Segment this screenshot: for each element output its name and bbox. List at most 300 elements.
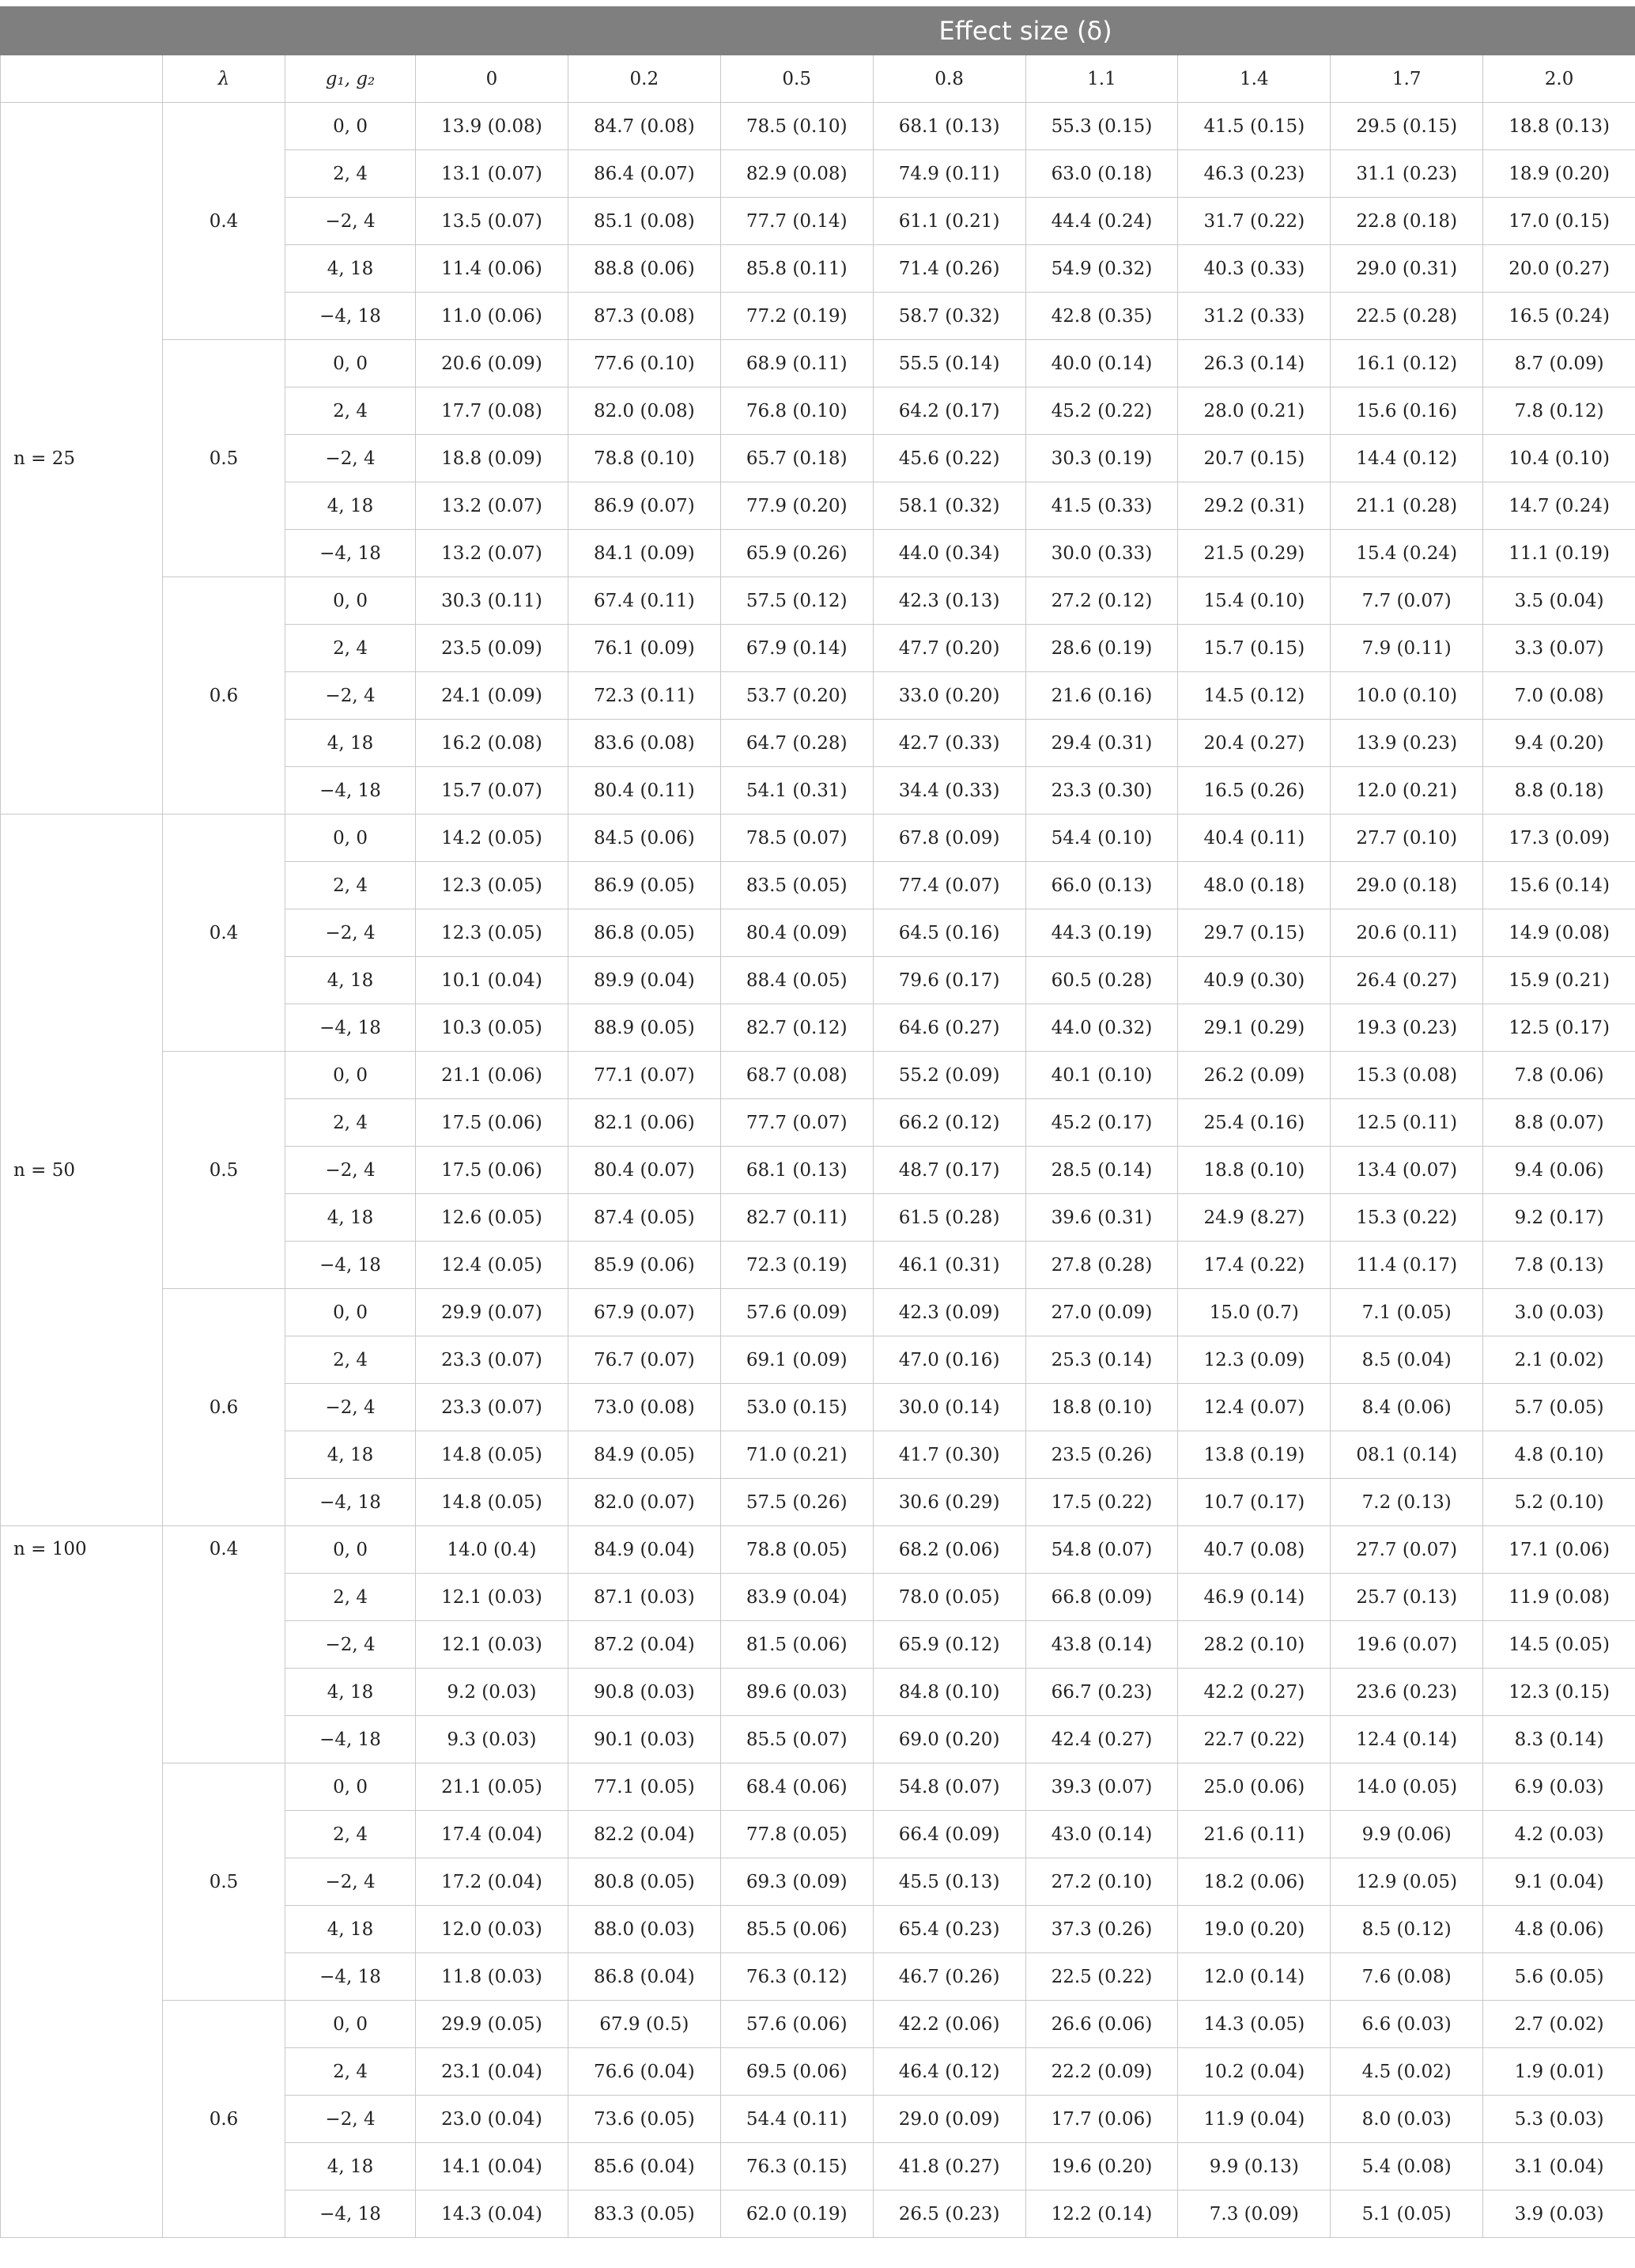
value-cell: 69.1 (0.09) xyxy=(720,1336,873,1384)
value-cell: 31.1 (0.23) xyxy=(1331,150,1483,198)
g-values-cell: 0, 0 xyxy=(285,1763,416,1811)
value-cell: 44.0 (0.34) xyxy=(873,530,1025,577)
value-cell: 20.6 (0.09) xyxy=(416,340,568,387)
value-cell: 08.1 (0.14) xyxy=(1331,1431,1483,1479)
value-cell: 46.1 (0.31) xyxy=(873,1242,1025,1289)
value-cell: 28.6 (0.19) xyxy=(1025,625,1178,672)
value-cell: 15.7 (0.15) xyxy=(1178,625,1331,672)
value-cell: 6.9 (0.03) xyxy=(1483,1763,1635,1811)
value-cell: 14.8 (0.05) xyxy=(416,1431,568,1479)
value-cell: 64.2 (0.17) xyxy=(873,387,1025,435)
value-cell: 12.0 (0.14) xyxy=(1178,1953,1331,2001)
value-cell: 53.7 (0.20) xyxy=(720,672,873,720)
value-cell: 55.5 (0.14) xyxy=(873,340,1025,387)
lambda-cell: 0.6 xyxy=(163,577,285,815)
value-cell: 42.4 (0.27) xyxy=(1025,1716,1178,1763)
value-cell: 5.4 (0.08) xyxy=(1331,2143,1483,2191)
value-cell: 40.4 (0.11) xyxy=(1178,815,1331,862)
value-cell: 5.1 (0.05) xyxy=(1331,2191,1483,2238)
n-header-cell xyxy=(1,55,163,103)
g-values-cell: −2, 4 xyxy=(285,1621,416,1669)
value-cell: 5.6 (0.05) xyxy=(1483,1953,1635,2001)
lambda-cell: 0.5 xyxy=(163,340,285,577)
effect-size-column-header: 1.7 xyxy=(1331,55,1483,103)
value-cell: 68.2 (0.06) xyxy=(873,1526,1025,1574)
value-cell: 9.2 (0.17) xyxy=(1483,1194,1635,1242)
g-values-cell: 4, 18 xyxy=(285,1906,416,1953)
value-cell: 72.3 (0.19) xyxy=(720,1242,873,1289)
value-cell: 10.7 (0.17) xyxy=(1178,1479,1331,1526)
g-values-cell: −2, 4 xyxy=(285,198,416,245)
value-cell: 76.6 (0.04) xyxy=(568,2048,720,2096)
value-cell: 66.2 (0.12) xyxy=(873,1099,1025,1147)
value-cell: 40.0 (0.14) xyxy=(1025,340,1178,387)
value-cell: 12.4 (0.07) xyxy=(1178,1384,1331,1431)
value-cell: 84.8 (0.10) xyxy=(873,1669,1025,1716)
value-cell: 15.4 (0.10) xyxy=(1178,577,1331,625)
value-cell: 4.8 (0.06) xyxy=(1483,1906,1635,1953)
value-cell: 65.4 (0.23) xyxy=(873,1906,1025,1953)
lambda-cell: 0.6 xyxy=(163,2001,285,2238)
value-cell: 71.0 (0.21) xyxy=(720,1431,873,1479)
value-cell: 82.2 (0.04) xyxy=(568,1811,720,1858)
value-cell: 76.1 (0.09) xyxy=(568,625,720,672)
value-cell: 14.5 (0.05) xyxy=(1483,1621,1635,1669)
value-cell: 54.4 (0.10) xyxy=(1025,815,1178,862)
g-values-cell: 4, 18 xyxy=(285,1669,416,1716)
value-cell: 22.2 (0.09) xyxy=(1025,2048,1178,2096)
value-cell: 16.5 (0.26) xyxy=(1178,767,1331,815)
value-cell: 3.0 (0.03) xyxy=(1483,1289,1635,1336)
value-cell: 15.9 (0.21) xyxy=(1483,957,1635,1004)
value-cell: 12.4 (0.05) xyxy=(416,1242,568,1289)
value-cell: 11.4 (0.17) xyxy=(1331,1242,1483,1289)
header-top-row xyxy=(1,7,1635,55)
value-cell: 46.7 (0.26) xyxy=(873,1953,1025,2001)
value-cell: 28.5 (0.14) xyxy=(1025,1147,1178,1194)
value-cell: 69.0 (0.20) xyxy=(873,1716,1025,1763)
value-cell: 54.4 (0.11) xyxy=(720,2096,873,2143)
value-cell: 46.9 (0.14) xyxy=(1178,1574,1331,1621)
g-values-cell: −4, 18 xyxy=(285,1242,416,1289)
value-cell: 19.6 (0.07) xyxy=(1331,1621,1483,1669)
value-cell: 16.1 (0.12) xyxy=(1331,340,1483,387)
value-cell: 12.3 (0.05) xyxy=(416,909,568,957)
value-cell: 9.4 (0.20) xyxy=(1483,720,1635,767)
value-cell: 85.8 (0.11) xyxy=(720,245,873,293)
g-values-cell: −4, 18 xyxy=(285,1479,416,1526)
value-cell: 22.7 (0.22) xyxy=(1178,1716,1331,1763)
value-cell: 19.3 (0.23) xyxy=(1331,1004,1483,1052)
value-cell: 28.2 (0.10) xyxy=(1178,1621,1331,1669)
value-cell: 15.3 (0.08) xyxy=(1331,1052,1483,1099)
g-values-cell: −4, 18 xyxy=(285,1953,416,2001)
value-cell: 19.0 (0.20) xyxy=(1178,1906,1331,1953)
value-cell: 14.3 (0.05) xyxy=(1178,2001,1331,2048)
value-cell: 23.5 (0.09) xyxy=(416,625,568,672)
value-cell: 84.9 (0.04) xyxy=(568,1526,720,1574)
value-cell: 42.3 (0.13) xyxy=(873,577,1025,625)
value-cell: 40.3 (0.33) xyxy=(1178,245,1331,293)
value-cell: 83.5 (0.05) xyxy=(720,862,873,909)
value-cell: 17.7 (0.06) xyxy=(1025,2096,1178,2143)
value-cell: 18.9 (0.20) xyxy=(1483,150,1635,198)
value-cell: 73.6 (0.05) xyxy=(568,2096,720,2143)
g-values-cell: 2, 4 xyxy=(285,387,416,435)
g-values-cell: 0, 0 xyxy=(285,103,416,150)
value-cell: 25.0 (0.06) xyxy=(1178,1763,1331,1811)
value-cell: 30.6 (0.29) xyxy=(873,1479,1025,1526)
value-cell: 41.7 (0.30) xyxy=(873,1431,1025,1479)
value-cell: 26.3 (0.14) xyxy=(1178,340,1331,387)
value-cell: 7.2 (0.13) xyxy=(1331,1479,1483,1526)
value-cell: 29.5 (0.15) xyxy=(1331,103,1483,150)
value-cell: 9.9 (0.13) xyxy=(1178,2143,1331,2191)
value-cell: 77.8 (0.05) xyxy=(720,1811,873,1858)
lambda-header: λ xyxy=(163,55,285,103)
effect-size-column-header: 0.8 xyxy=(873,55,1025,103)
g-values-cell: 0, 0 xyxy=(285,340,416,387)
value-cell: 46.4 (0.12) xyxy=(873,2048,1025,2096)
value-cell: 11.0 (0.06) xyxy=(416,293,568,340)
value-cell: 29.9 (0.05) xyxy=(416,2001,568,2048)
g-values-cell: −2, 4 xyxy=(285,1858,416,1906)
value-cell: 77.7 (0.07) xyxy=(720,1099,873,1147)
g-values-cell: 2, 4 xyxy=(285,1099,416,1147)
value-cell: 20.0 (0.27) xyxy=(1483,245,1635,293)
value-cell: 12.1 (0.03) xyxy=(416,1621,568,1669)
value-cell: 18.8 (0.10) xyxy=(1025,1384,1178,1431)
value-cell: 11.9 (0.08) xyxy=(1483,1574,1635,1621)
effect-size-column-header: 1.4 xyxy=(1178,55,1331,103)
value-cell: 29.0 (0.31) xyxy=(1331,245,1483,293)
value-cell: 23.0 (0.04) xyxy=(416,2096,568,2143)
value-cell: 23.3 (0.07) xyxy=(416,1336,568,1384)
value-cell: 21.1 (0.05) xyxy=(416,1763,568,1811)
value-cell: 55.3 (0.15) xyxy=(1025,103,1178,150)
value-cell: 9.3 (0.03) xyxy=(416,1716,568,1763)
value-cell: 90.8 (0.03) xyxy=(568,1669,720,1716)
g-values-cell: −2, 4 xyxy=(285,672,416,720)
value-cell: 7.8 (0.12) xyxy=(1483,387,1635,435)
g-values-cell: 4, 18 xyxy=(285,720,416,767)
value-cell: 66.7 (0.23) xyxy=(1025,1669,1178,1716)
header-blank-cell xyxy=(1,7,416,55)
value-cell: 19.6 (0.20) xyxy=(1025,2143,1178,2191)
value-cell: 12.3 (0.09) xyxy=(1178,1336,1331,1384)
g-values-cell: 0, 0 xyxy=(285,1052,416,1099)
value-cell: 80.8 (0.05) xyxy=(568,1858,720,1906)
g-values-cell: 0, 0 xyxy=(285,1526,416,1574)
value-cell: 14.0 (0.4) xyxy=(416,1526,568,1574)
effect-size-column-header: 2.0 xyxy=(1483,55,1635,103)
value-cell: 11.8 (0.03) xyxy=(416,1953,568,2001)
g-values-cell: −4, 18 xyxy=(285,2191,416,2238)
value-cell: 3.9 (0.03) xyxy=(1483,2191,1635,2238)
value-cell: 67.9 (0.07) xyxy=(568,1289,720,1336)
value-cell: 27.2 (0.10) xyxy=(1025,1858,1178,1906)
value-cell: 29.7 (0.15) xyxy=(1178,909,1331,957)
value-cell: 68.4 (0.06) xyxy=(720,1763,873,1811)
value-cell: 42.3 (0.09) xyxy=(873,1289,1025,1336)
value-cell: 72.3 (0.11) xyxy=(568,672,720,720)
value-cell: 13.4 (0.07) xyxy=(1331,1147,1483,1194)
value-cell: 43.0 (0.14) xyxy=(1025,1811,1178,1858)
value-cell: 7.7 (0.07) xyxy=(1331,577,1483,625)
value-cell: 42.2 (0.06) xyxy=(873,2001,1025,2048)
value-cell: 7.0 (0.08) xyxy=(1483,672,1635,720)
value-cell: 26.6 (0.06) xyxy=(1025,2001,1178,2048)
value-cell: 84.1 (0.09) xyxy=(568,530,720,577)
value-cell: 82.7 (0.12) xyxy=(720,1004,873,1052)
value-cell: 68.1 (0.13) xyxy=(873,103,1025,150)
effect-size-column-header: 0.5 xyxy=(720,55,873,103)
table-row xyxy=(1,1052,1635,1099)
value-cell: 45.5 (0.13) xyxy=(873,1858,1025,1906)
g-values-cell: 4, 18 xyxy=(285,1194,416,1242)
value-cell: 18.8 (0.13) xyxy=(1483,103,1635,150)
sample-size-cell: n = 50 xyxy=(1,815,163,1526)
value-cell: 13.9 (0.08) xyxy=(416,103,568,150)
value-cell: 26.5 (0.23) xyxy=(873,2191,1025,2238)
results-table xyxy=(0,6,1635,2238)
g-header: g₁, g₂ xyxy=(285,55,416,103)
value-cell: 37.3 (0.26) xyxy=(1025,1906,1178,1953)
value-cell: 22.5 (0.22) xyxy=(1025,1953,1178,2001)
value-cell: 58.1 (0.32) xyxy=(873,482,1025,530)
value-cell: 13.2 (0.07) xyxy=(416,530,568,577)
value-cell: 66.0 (0.13) xyxy=(1025,862,1178,909)
value-cell: 78.0 (0.05) xyxy=(873,1574,1025,1621)
value-cell: 29.0 (0.18) xyxy=(1331,862,1483,909)
value-cell: 18.8 (0.09) xyxy=(416,435,568,482)
value-cell: 13.5 (0.07) xyxy=(416,198,568,245)
value-cell: 43.8 (0.14) xyxy=(1025,1621,1178,1669)
value-cell: 8.4 (0.06) xyxy=(1331,1384,1483,1431)
value-cell: 31.2 (0.33) xyxy=(1178,293,1331,340)
value-cell: 77.4 (0.07) xyxy=(873,862,1025,909)
g-values-cell: 0, 0 xyxy=(285,577,416,625)
value-cell: 85.5 (0.07) xyxy=(720,1716,873,1763)
value-cell: 17.7 (0.08) xyxy=(416,387,568,435)
value-cell: 62.0 (0.19) xyxy=(720,2191,873,2238)
value-cell: 47.7 (0.20) xyxy=(873,625,1025,672)
value-cell: 42.7 (0.33) xyxy=(873,720,1025,767)
value-cell: 13.2 (0.07) xyxy=(416,482,568,530)
g-values-cell: 2, 4 xyxy=(285,150,416,198)
value-cell: 82.7 (0.11) xyxy=(720,1194,873,1242)
value-cell: 63.0 (0.18) xyxy=(1025,150,1178,198)
value-cell: 41.5 (0.15) xyxy=(1178,103,1331,150)
value-cell: 17.1 (0.06) xyxy=(1483,1526,1635,1574)
value-cell: 48.0 (0.18) xyxy=(1178,862,1331,909)
value-cell: 12.2 (0.14) xyxy=(1025,2191,1178,2238)
value-cell: 39.6 (0.31) xyxy=(1025,1194,1178,1242)
value-cell: 69.5 (0.06) xyxy=(720,2048,873,2096)
value-cell: 20.4 (0.27) xyxy=(1178,720,1331,767)
g-values-cell: 4, 18 xyxy=(285,1431,416,1479)
g-values-cell: −4, 18 xyxy=(285,1716,416,1763)
value-cell: 76.3 (0.15) xyxy=(720,2143,873,2191)
value-cell: 42.2 (0.27) xyxy=(1178,1669,1331,1716)
value-cell: 77.7 (0.14) xyxy=(720,198,873,245)
value-cell: 81.5 (0.06) xyxy=(720,1621,873,1669)
value-cell: 30.0 (0.14) xyxy=(873,1384,1025,1431)
g-values-cell: 2, 4 xyxy=(285,1336,416,1384)
value-cell: 64.7 (0.28) xyxy=(720,720,873,767)
value-cell: 10.3 (0.05) xyxy=(416,1004,568,1052)
value-cell: 44.3 (0.19) xyxy=(1025,909,1178,957)
value-cell: 5.2 (0.10) xyxy=(1483,1479,1635,1526)
value-cell: 88.4 (0.05) xyxy=(720,957,873,1004)
value-cell: 4.2 (0.03) xyxy=(1483,1811,1635,1858)
value-cell: 1.9 (0.01) xyxy=(1483,2048,1635,2096)
value-cell: 8.5 (0.12) xyxy=(1331,1906,1483,1953)
value-cell: 17.3 (0.09) xyxy=(1483,815,1635,862)
value-cell: 65.9 (0.26) xyxy=(720,530,873,577)
value-cell: 22.5 (0.28) xyxy=(1331,293,1483,340)
value-cell: 7.1 (0.05) xyxy=(1331,1289,1483,1336)
value-cell: 84.9 (0.05) xyxy=(568,1431,720,1479)
value-cell: 54.1 (0.31) xyxy=(720,767,873,815)
value-cell: 57.6 (0.06) xyxy=(720,2001,873,2048)
value-cell: 16.2 (0.08) xyxy=(416,720,568,767)
value-cell: 11.9 (0.04) xyxy=(1178,2096,1331,2143)
value-cell: 24.9 (8.27) xyxy=(1178,1194,1331,1242)
value-cell: 86.4 (0.07) xyxy=(568,150,720,198)
value-cell: 5.7 (0.05) xyxy=(1483,1384,1635,1431)
value-cell: 68.1 (0.13) xyxy=(720,1147,873,1194)
value-cell: 83.9 (0.04) xyxy=(720,1574,873,1621)
value-cell: 82.0 (0.07) xyxy=(568,1479,720,1526)
value-cell: 10.2 (0.04) xyxy=(1178,2048,1331,2096)
value-cell: 15.4 (0.24) xyxy=(1331,530,1483,577)
g-values-cell: −2, 4 xyxy=(285,1384,416,1431)
value-cell: 74.9 (0.11) xyxy=(873,150,1025,198)
value-cell: 39.3 (0.07) xyxy=(1025,1763,1178,1811)
value-cell: 20.6 (0.11) xyxy=(1331,909,1483,957)
value-cell: 61.1 (0.21) xyxy=(873,198,1025,245)
lambda-cell: 0.5 xyxy=(163,1763,285,2001)
value-cell: 3.3 (0.07) xyxy=(1483,625,1635,672)
value-cell: 9.9 (0.06) xyxy=(1331,1811,1483,1858)
value-cell: 58.7 (0.32) xyxy=(873,293,1025,340)
value-cell: 77.1 (0.07) xyxy=(568,1052,720,1099)
value-cell: 25.7 (0.13) xyxy=(1331,1574,1483,1621)
value-cell: 15.0 (0.7) xyxy=(1178,1289,1331,1336)
table-body xyxy=(1,103,1635,2238)
value-cell: 73.0 (0.08) xyxy=(568,1384,720,1431)
value-cell: 17.0 (0.15) xyxy=(1483,198,1635,245)
value-cell: 67.4 (0.11) xyxy=(568,577,720,625)
value-cell: 60.5 (0.28) xyxy=(1025,957,1178,1004)
value-cell: 83.3 (0.05) xyxy=(568,2191,720,2238)
value-cell: 80.4 (0.09) xyxy=(720,909,873,957)
g-values-cell: 2, 4 xyxy=(285,1574,416,1621)
value-cell: 10.4 (0.10) xyxy=(1483,435,1635,482)
g-values-cell: −4, 18 xyxy=(285,530,416,577)
g-values-cell: −4, 18 xyxy=(285,293,416,340)
value-cell: 27.2 (0.12) xyxy=(1025,577,1178,625)
value-cell: 8.8 (0.18) xyxy=(1483,767,1635,815)
value-cell: 82.9 (0.08) xyxy=(720,150,873,198)
lambda-cell: 0.4 xyxy=(163,1526,285,1763)
value-cell: 40.9 (0.30) xyxy=(1178,957,1331,1004)
value-cell: 12.5 (0.11) xyxy=(1331,1099,1483,1147)
sample-size-cell: n = 100 xyxy=(1,1526,163,2238)
value-cell: 47.0 (0.16) xyxy=(873,1336,1025,1384)
value-cell: 76.3 (0.12) xyxy=(720,1953,873,2001)
value-cell: 14.9 (0.08) xyxy=(1483,909,1635,957)
value-cell: 61.5 (0.28) xyxy=(873,1194,1025,1242)
value-cell: 21.1 (0.06) xyxy=(416,1052,568,1099)
lambda-cell: 0.4 xyxy=(163,103,285,340)
value-cell: 20.7 (0.15) xyxy=(1178,435,1331,482)
value-cell: 29.0 (0.09) xyxy=(873,2096,1025,2143)
g-values-cell: −2, 4 xyxy=(285,2096,416,2143)
value-cell: 80.4 (0.11) xyxy=(568,767,720,815)
value-cell: 69.3 (0.09) xyxy=(720,1858,873,1906)
value-cell: 21.6 (0.16) xyxy=(1025,672,1178,720)
value-cell: 11.1 (0.19) xyxy=(1483,530,1635,577)
value-cell: 12.3 (0.05) xyxy=(416,862,568,909)
value-cell: 14.2 (0.05) xyxy=(416,815,568,862)
value-cell: 82.0 (0.08) xyxy=(568,387,720,435)
value-cell: 40.1 (0.10) xyxy=(1025,1052,1178,1099)
lambda-cell: 0.6 xyxy=(163,1289,285,1526)
value-cell: 77.9 (0.20) xyxy=(720,482,873,530)
value-cell: 4.5 (0.02) xyxy=(1331,2048,1483,2096)
value-cell: 6.6 (0.03) xyxy=(1331,2001,1483,2048)
value-cell: 17.2 (0.04) xyxy=(416,1858,568,1906)
value-cell: 90.1 (0.03) xyxy=(568,1716,720,1763)
value-cell: 8.0 (0.03) xyxy=(1331,2096,1483,2143)
value-cell: 79.6 (0.17) xyxy=(873,957,1025,1004)
value-cell: 16.5 (0.24) xyxy=(1483,293,1635,340)
sample-size-cell: n = 25 xyxy=(1,103,163,815)
value-cell: 12.3 (0.15) xyxy=(1483,1669,1635,1716)
value-cell: 33.0 (0.20) xyxy=(873,672,1025,720)
value-cell: 17.4 (0.04) xyxy=(416,1811,568,1858)
value-cell: 12.6 (0.05) xyxy=(416,1194,568,1242)
value-cell: 41.8 (0.27) xyxy=(873,2143,1025,2191)
value-cell: 87.1 (0.03) xyxy=(568,1574,720,1621)
value-cell: 14.5 (0.12) xyxy=(1178,672,1331,720)
g-values-cell: 4, 18 xyxy=(285,957,416,1004)
value-cell: 27.7 (0.10) xyxy=(1331,815,1483,862)
value-cell: 87.2 (0.04) xyxy=(568,1621,720,1669)
effect-size-column-header: 0 xyxy=(416,55,568,103)
value-cell: 23.5 (0.26) xyxy=(1025,1431,1178,1479)
value-cell: 17.5 (0.06) xyxy=(416,1147,568,1194)
g-values-cell: −4, 18 xyxy=(285,767,416,815)
table-row xyxy=(1,2001,1635,2048)
value-cell: 27.0 (0.09) xyxy=(1025,1289,1178,1336)
value-cell: 5.3 (0.03) xyxy=(1483,2096,1635,2143)
value-cell: 68.7 (0.08) xyxy=(720,1052,873,1099)
value-cell: 26.2 (0.09) xyxy=(1178,1052,1331,1099)
value-cell: 8.5 (0.04) xyxy=(1331,1336,1483,1384)
value-cell: 76.7 (0.07) xyxy=(568,1336,720,1384)
value-cell: 29.9 (0.07) xyxy=(416,1289,568,1336)
value-cell: 76.8 (0.10) xyxy=(720,387,873,435)
g-values-cell: 2, 4 xyxy=(285,862,416,909)
value-cell: 21.1 (0.28) xyxy=(1331,482,1483,530)
g-values-cell: 2, 4 xyxy=(285,2048,416,2096)
value-cell: 78.5 (0.07) xyxy=(720,815,873,862)
value-cell: 25.3 (0.14) xyxy=(1025,1336,1178,1384)
value-cell: 41.5 (0.33) xyxy=(1025,482,1178,530)
